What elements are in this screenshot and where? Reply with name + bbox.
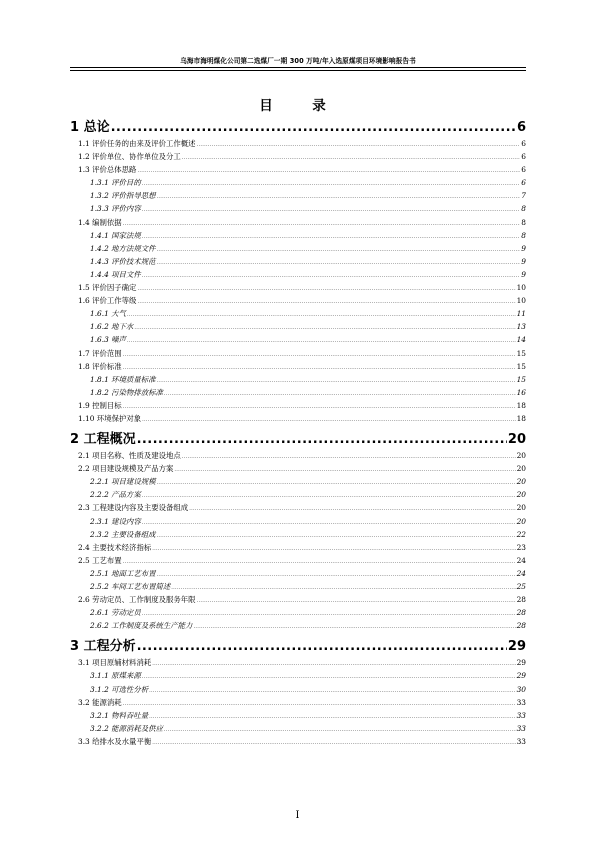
toc-entry-page: 10 xyxy=(516,296,526,306)
toc-section-entry[interactable] xyxy=(70,697,526,710)
toc-entry-page: 20 xyxy=(516,464,526,474)
toc-entry-label: 1.9 控制目标 xyxy=(78,400,122,410)
toc-entry-label: 2.3.1 建设内容 xyxy=(90,516,141,526)
toc-dot-leader xyxy=(134,325,515,331)
toc-dot-leader xyxy=(123,404,516,410)
toc-entry-page: 20 xyxy=(516,516,526,526)
toc-entry-page: 20 xyxy=(516,451,526,461)
toc-dot-leader xyxy=(174,467,515,473)
toc-dot-leader xyxy=(152,546,515,552)
toc-entry-page: 33 xyxy=(516,697,526,707)
toc-entry-page: 22 xyxy=(516,529,526,539)
toc-dot-leader xyxy=(197,142,521,148)
toc-entry-label: 1.4.1 国家法规 xyxy=(90,230,141,240)
toc-subsection-entry[interactable] xyxy=(70,489,526,502)
toc-entry-page: 25 xyxy=(516,582,526,591)
toc-entry-label: 2.1 项目名称、性质及建设地点 xyxy=(78,451,181,461)
toc-entry-label: 1.4 编制依据 xyxy=(78,217,122,227)
toc-dot-leader xyxy=(157,260,521,266)
toc-section-entry[interactable] xyxy=(70,164,526,177)
toc-entry-label: 2.5.2 车间工艺布置简述 xyxy=(90,582,171,591)
toc-entry-label: 3.2.2 能源消耗及供应 xyxy=(90,723,163,733)
toc-entry-page: 8 xyxy=(521,217,526,227)
toc-dot-leader xyxy=(157,378,516,384)
toc-section-entry[interactable] xyxy=(70,736,526,749)
toc-entry-label: 2.6.1 劳动定员 xyxy=(90,608,141,618)
toc-section-entry[interactable] xyxy=(70,463,526,476)
toc-entry-label: 1.3.3 评价内容 xyxy=(90,204,141,214)
toc-entry-page: 16 xyxy=(516,387,526,397)
toc-dot-leader xyxy=(152,740,515,746)
toc-entry-page: 10 xyxy=(516,283,526,293)
toc-entry-label: 1.4.3 评价技术规范 xyxy=(90,256,156,266)
toc-entry-page: 30 xyxy=(516,684,526,694)
toc-entry-label: 1.10 环境保护对象 xyxy=(78,413,142,423)
toc-entry-page: 18 xyxy=(516,400,526,410)
toc-entry-page: 13 xyxy=(516,322,526,332)
toc-entry-label: 1.6.3 噪声 xyxy=(90,335,126,345)
toc-entry-label: 2.6 劳动定员、工作制度及服务年限 xyxy=(78,595,196,605)
toc-dot-leader xyxy=(142,234,521,240)
toc-entry-page: 18 xyxy=(516,413,526,423)
toc-subsection-entry[interactable] xyxy=(70,321,526,334)
toc-entry-label: 3 工程分析 xyxy=(70,639,136,654)
toc-entry-label: 1.5 评价因子确定 xyxy=(78,283,137,293)
toc-entry-label: 3.1 项目原辅材料消耗 xyxy=(78,658,152,668)
toc-dot-leader xyxy=(164,391,516,397)
toc-subsection-entry[interactable] xyxy=(70,516,526,529)
toc-dot-leader xyxy=(123,352,516,358)
toc-entry-label: 2.2.1 项目建设规模 xyxy=(90,477,156,487)
toc-dot-leader xyxy=(137,432,507,446)
toc-entry-page: 8 xyxy=(521,204,526,214)
toc-dot-leader xyxy=(193,624,515,630)
toc-entry-label: 2.2.2 产品方案 xyxy=(90,490,141,500)
toc-entry-label: 1.8.1 环境质量标准 xyxy=(90,374,156,384)
toc-dot-leader xyxy=(157,194,521,200)
page-number: I xyxy=(295,810,300,821)
toc-subsection-entry[interactable] xyxy=(70,581,526,594)
toc-section-entry[interactable] xyxy=(70,542,526,555)
toc-entry-page: 8 xyxy=(521,230,526,240)
toc-entry-label: 1.6.1 大气 xyxy=(90,309,126,319)
toc-entry-label: 2.2 项目建设规模及产品方案 xyxy=(78,464,174,474)
toc-entry-label: 1.8 评价标准 xyxy=(78,361,122,371)
toc-section-entry[interactable] xyxy=(70,348,526,361)
toc-subsection-entry[interactable] xyxy=(70,203,526,216)
toc-entry-page: 28 xyxy=(516,595,526,605)
toc-entry-label: 1.3.1 评价目的 xyxy=(90,178,141,188)
toc-dot-leader xyxy=(197,598,516,604)
toc-dot-leader xyxy=(142,493,516,499)
toc-dot-leader xyxy=(142,417,515,423)
toc-dot-leader xyxy=(142,520,516,526)
toc-entry-page: 33 xyxy=(516,723,526,733)
toc-dot-leader xyxy=(157,572,516,578)
toc-section-entry[interactable] xyxy=(70,502,526,515)
toc-entry-label: 3.3 给排水及水量平衡 xyxy=(78,736,152,746)
toc-dot-leader xyxy=(127,338,516,344)
toc-chapter-entry[interactable] xyxy=(70,635,526,653)
toc-section-entry[interactable] xyxy=(70,151,526,164)
toc-entry-page: 15 xyxy=(516,348,526,358)
toc-entry-page: 23 xyxy=(516,542,526,552)
toc-entry-page: 6 xyxy=(516,120,526,134)
toc-dot-leader xyxy=(189,506,515,512)
toc-subsection-entry[interactable] xyxy=(70,529,526,542)
toc-entry-label: 1.6.2 地下水 xyxy=(90,322,134,332)
toc-entry-page: 6 xyxy=(521,152,526,162)
toc-dot-leader xyxy=(137,286,515,292)
toc-entry-page: 28 xyxy=(516,621,526,631)
toc-entry-label: 1.4.2 地方法规文件 xyxy=(90,243,156,253)
toc-dot-leader xyxy=(149,688,515,694)
toc-entry-page: 7 xyxy=(521,191,526,201)
toc-subsection-entry[interactable] xyxy=(70,269,526,282)
toc-dot-leader xyxy=(137,168,520,174)
toc-subsection-entry[interactable] xyxy=(70,710,526,723)
toc-chapter-entry[interactable] xyxy=(70,116,526,134)
toc-entry-label: 3.2.1 物料吞吐量 xyxy=(90,710,149,720)
toc-dot-leader xyxy=(157,247,521,253)
toc-dot-leader xyxy=(123,221,521,227)
toc-dot-leader xyxy=(152,661,515,667)
toc-entry-label: 2.6.2 工作制度及系统生产能力 xyxy=(90,621,193,631)
toc-entry-page: 24 xyxy=(516,555,526,565)
toc-dot-leader xyxy=(111,120,516,134)
toc-dot-leader xyxy=(157,533,516,539)
toc-subsection-entry[interactable] xyxy=(70,684,526,697)
toc-entry-label: 1.8.2 污染物排放标准 xyxy=(90,387,163,397)
toc-entry-page: 9 xyxy=(521,269,526,279)
toc-section-entry[interactable] xyxy=(70,657,526,670)
toc-subsection-entry[interactable] xyxy=(70,670,526,683)
toc-subsection-entry[interactable] xyxy=(70,620,526,633)
toc-entry-page: 15 xyxy=(516,361,526,371)
toc-section-entry[interactable] xyxy=(70,217,526,230)
toc-dot-leader xyxy=(142,674,516,680)
toc-entry-page: 6 xyxy=(521,178,526,188)
toc-entry-label: 1.2 评价单位、协作单位及分工 xyxy=(78,152,181,162)
toc-dot-leader xyxy=(123,701,516,707)
toc-dot-leader xyxy=(142,273,521,279)
toc-subsection-entry[interactable] xyxy=(70,723,526,736)
toc-entry-label: 1.3.2 评价指导思想 xyxy=(90,191,156,201)
toc-subsection-entry[interactable] xyxy=(70,177,526,190)
toc-entry-page: 29 xyxy=(507,639,526,654)
toc-dot-leader xyxy=(127,312,516,318)
toc-subsection-entry[interactable] xyxy=(70,256,526,269)
toc-subsection-entry[interactable] xyxy=(70,243,526,256)
toc-entry-label: 2.5.1 地面工艺布置 xyxy=(90,568,156,578)
toc-dot-leader xyxy=(142,611,516,617)
toc-entry-label: 2.3.2 主要设备组成 xyxy=(90,529,156,539)
toc-entry-page: 20 xyxy=(516,477,526,487)
toc-entry-label: 2.3 工程建设内容及主要设备组成 xyxy=(78,503,189,513)
toc-subsection-entry[interactable] xyxy=(70,190,526,203)
toc-entry-label: 1.3 评价总体思路 xyxy=(78,165,137,175)
toc-section-entry[interactable] xyxy=(70,594,526,607)
running-header: 乌海市海明煤化公司第二选煤厂一期 300 万吨/年入选原煤项目环境影响报告书 xyxy=(180,57,416,65)
toc-entry-page: 29 xyxy=(516,671,526,681)
toc-dot-leader xyxy=(171,585,515,591)
toc-subsection-entry[interactable] xyxy=(70,607,526,620)
toc-entry-label: 3.2 能源消耗 xyxy=(78,697,122,707)
toc-entry-label: 3.1.2 可选性分析 xyxy=(90,684,149,694)
toc-entry-label: 1.6 评价工作等级 xyxy=(78,296,137,306)
toc-entry-page: 33 xyxy=(516,710,526,720)
toc-dot-leader xyxy=(123,559,516,565)
toc-subsection-entry[interactable] xyxy=(70,568,526,581)
header-rule xyxy=(70,67,526,68)
toc-entry-page: 6 xyxy=(521,139,526,148)
header-rule-thin xyxy=(70,70,526,71)
toc-entry-page: 20 xyxy=(507,432,526,447)
toc-subsection-entry[interactable] xyxy=(70,334,526,347)
toc-section-entry[interactable] xyxy=(70,361,526,374)
toc-subsection-entry[interactable] xyxy=(70,308,526,321)
toc-entry-page: 28 xyxy=(516,608,526,618)
toc-entry-page: 11 xyxy=(516,309,526,319)
toc-section-entry[interactable] xyxy=(70,413,526,426)
toc-entry-label: 2 工程概况 xyxy=(70,432,136,447)
toc-dot-leader xyxy=(149,714,515,720)
toc-section-entry[interactable] xyxy=(70,295,526,308)
toc-entry-label: 1 总论 xyxy=(70,120,110,134)
toc-subsection-entry[interactable] xyxy=(70,387,526,400)
toc-dot-leader xyxy=(137,639,507,653)
toc-subsection-entry[interactable] xyxy=(70,374,526,387)
toc-entry-label: 2.4 主要技术经济指标 xyxy=(78,542,152,552)
toc-entry-page: 24 xyxy=(516,568,526,578)
toc-dot-leader xyxy=(137,299,515,305)
toc-title: 目 录 xyxy=(259,98,336,114)
toc-dot-leader xyxy=(142,181,521,187)
toc-section-entry[interactable] xyxy=(70,400,526,413)
toc-dot-leader xyxy=(142,207,521,213)
toc-entry-page: 9 xyxy=(521,256,526,266)
toc-dot-leader xyxy=(182,454,516,460)
toc-section-entry[interactable] xyxy=(70,282,526,295)
toc-section-entry[interactable] xyxy=(70,138,526,151)
toc-entry-page: 20 xyxy=(516,503,526,513)
toc-section-entry[interactable] xyxy=(70,555,526,568)
toc-subsection-entry[interactable] xyxy=(70,230,526,243)
toc-section-entry[interactable] xyxy=(70,450,526,463)
toc-entry-page: 14 xyxy=(516,335,526,345)
toc-entry-label: 1.1 评价任务的由来及评价工作概述 xyxy=(78,139,196,148)
toc-dot-leader xyxy=(182,155,521,161)
toc-entry-page: 15 xyxy=(516,374,526,384)
toc-dot-leader xyxy=(164,727,516,733)
toc-entry-page: 6 xyxy=(521,165,526,175)
toc-entry-label: 1.7 评价范围 xyxy=(78,348,122,358)
table-of-contents xyxy=(70,114,526,749)
toc-dot-leader xyxy=(123,365,516,371)
toc-entry-label: 3.1.1 原煤来源 xyxy=(90,671,141,681)
toc-entry-page: 33 xyxy=(516,736,526,746)
toc-entry-label: 2.5 工艺布置 xyxy=(78,555,122,565)
toc-entry-label: 1.4.4 项目文件 xyxy=(90,269,141,279)
toc-chapter-entry[interactable] xyxy=(70,428,526,446)
toc-dot-leader xyxy=(157,480,516,486)
toc-entry-page: 9 xyxy=(521,243,526,253)
toc-subsection-entry[interactable] xyxy=(70,476,526,489)
toc-entry-page: 29 xyxy=(516,658,526,668)
toc-entry-page: 20 xyxy=(516,490,526,500)
